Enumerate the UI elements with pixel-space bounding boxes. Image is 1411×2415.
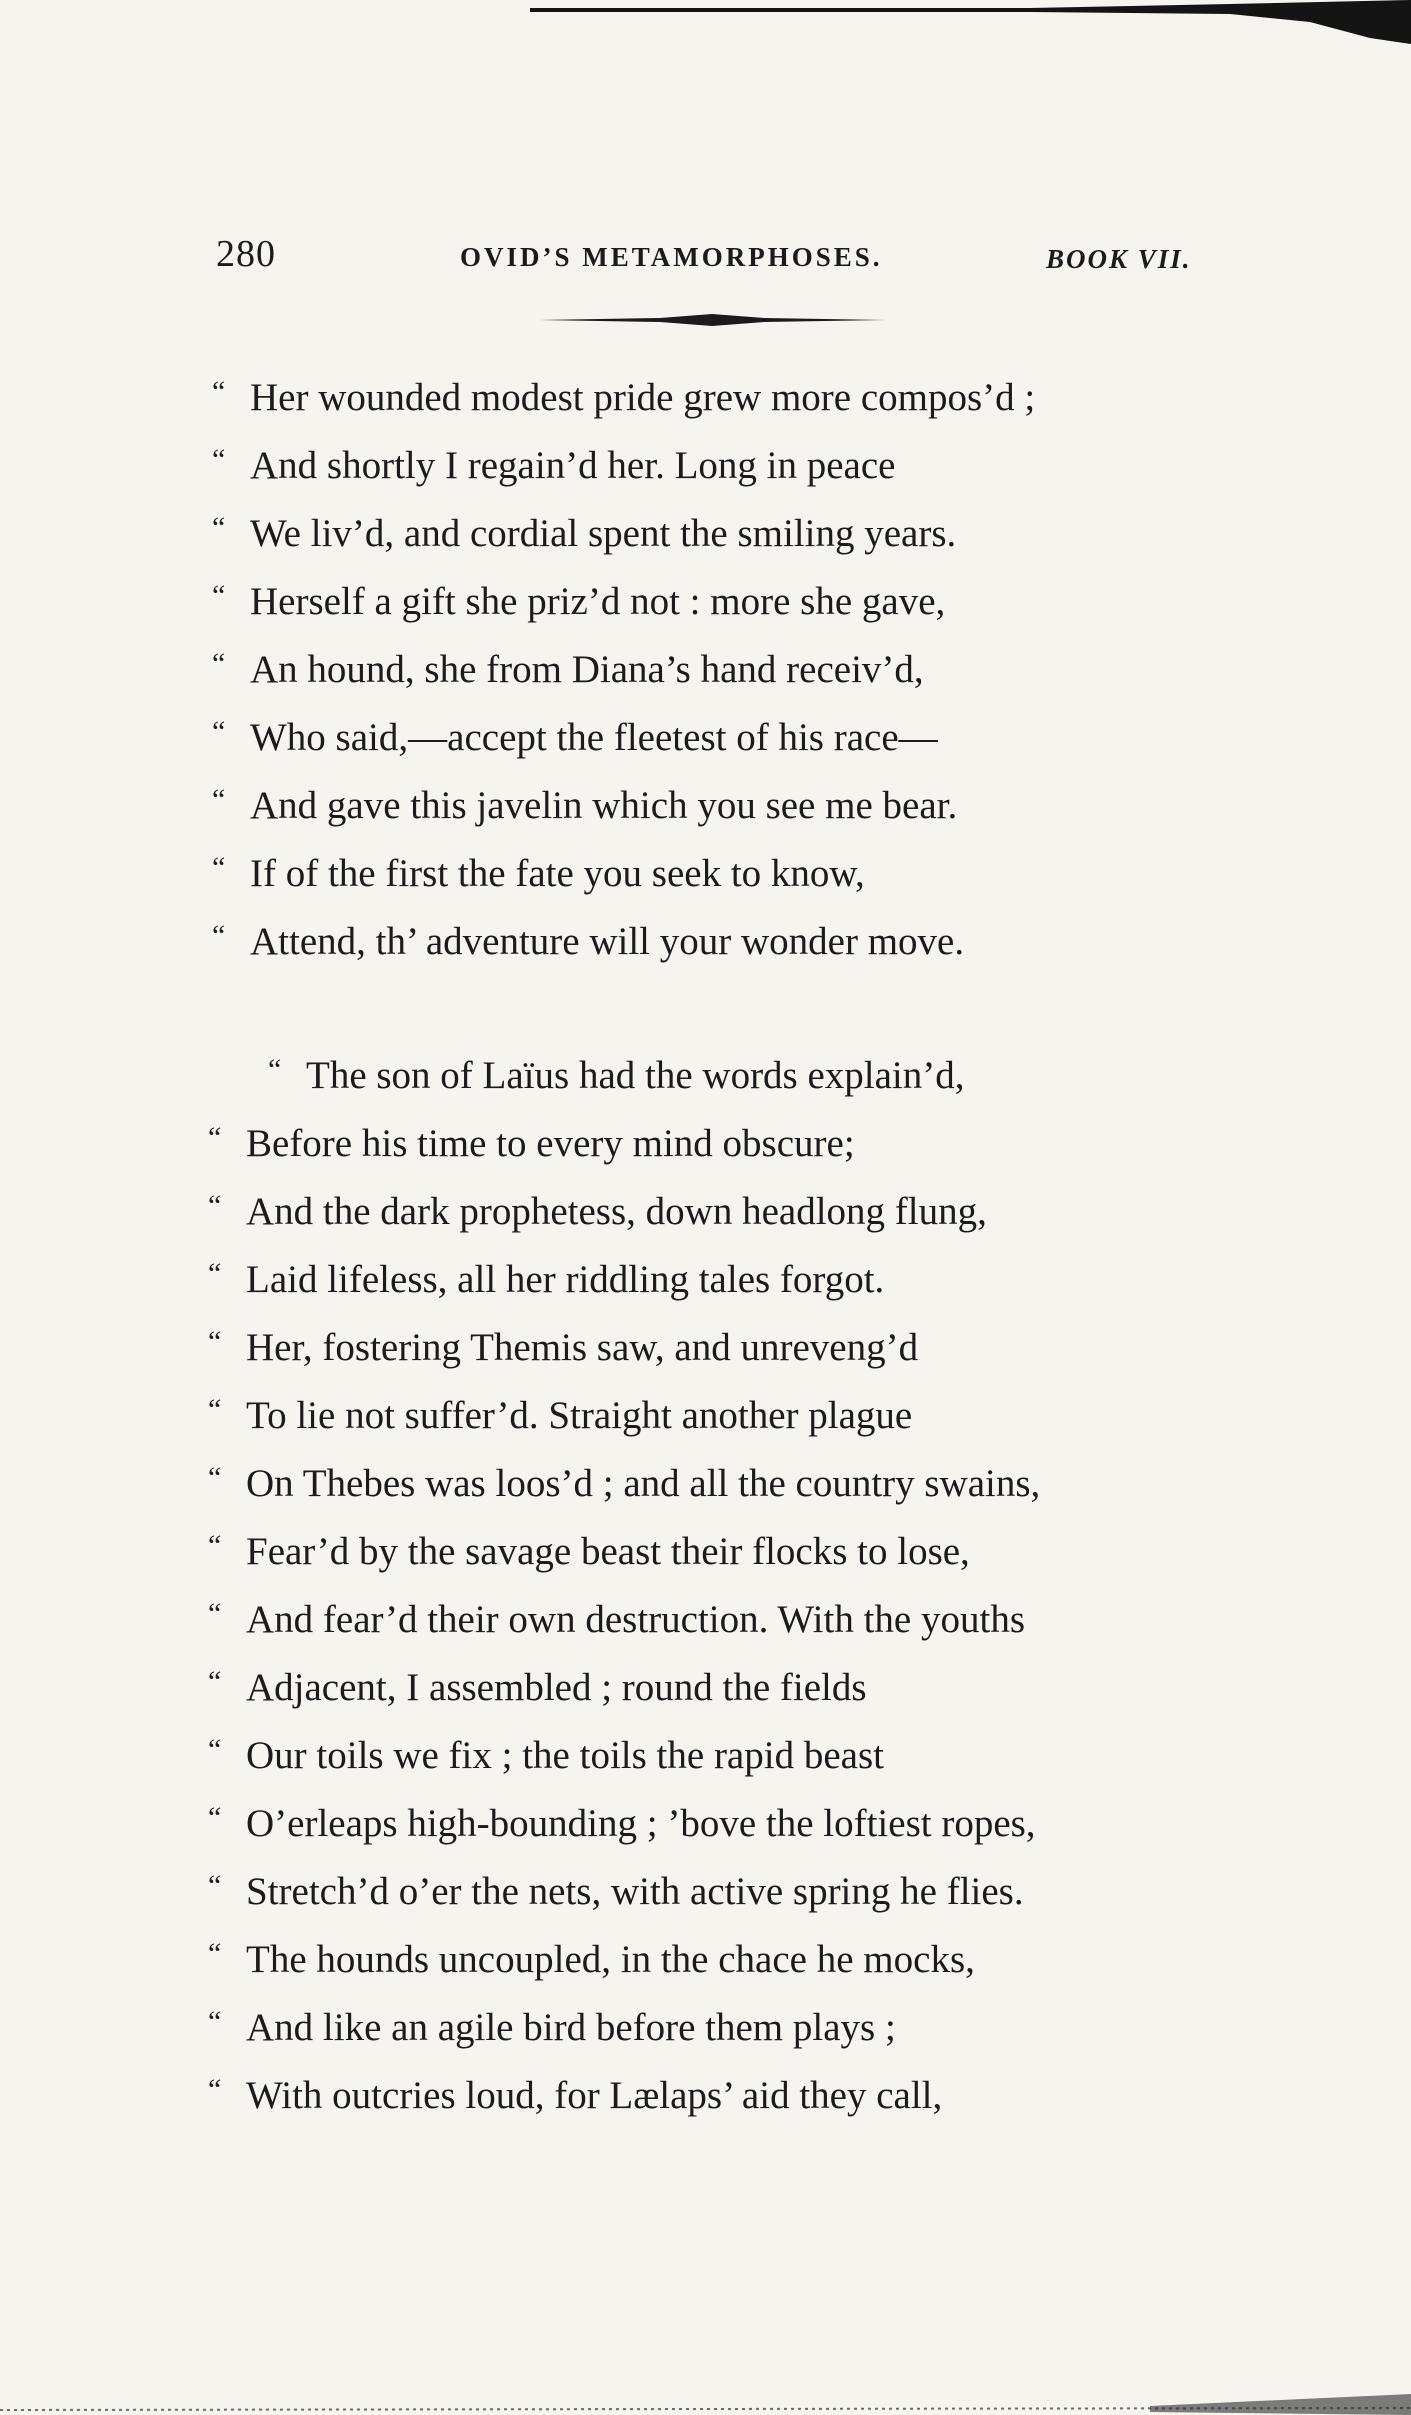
verse-line	[208, 1320, 918, 1376]
quote-mark: “	[212, 511, 226, 544]
verse-line	[212, 370, 1035, 426]
verse-text: Fear’d by the savage beast their flocks to lose,	[246, 1530, 970, 1573]
verse-text: If of the first the fate you seek to know,	[250, 852, 865, 895]
verse-line	[212, 710, 938, 766]
verse-line	[268, 1048, 965, 1104]
quote-mark: “	[208, 1325, 222, 1358]
verse-line	[208, 1252, 884, 1308]
quote-mark: “	[212, 783, 226, 816]
page-top-edge-shadow	[530, 0, 1411, 48]
verse-text: And shortly I regain’d her. Long in peace	[250, 444, 896, 487]
verse-line	[208, 1388, 912, 1444]
verse-text: The son of Laïus had the words explain’d,	[306, 1054, 965, 1097]
verse-line	[208, 2068, 942, 2124]
quote-mark: “	[212, 851, 226, 884]
verse-line	[208, 1932, 975, 1988]
quote-mark: “	[208, 1461, 222, 1494]
quote-mark: “	[208, 2005, 222, 2038]
quote-mark: “	[212, 375, 226, 408]
verse-line	[208, 1660, 867, 1716]
quote-mark: “	[208, 1393, 222, 1426]
verse-text: Before his time to every mind obscure;	[246, 1122, 855, 1165]
page-number: 280	[216, 233, 276, 275]
quote-mark: “	[212, 715, 226, 748]
verse-text: Our toils we fix ; the toils the rapid beast	[246, 1734, 884, 1777]
verse-line	[208, 1184, 987, 1240]
verse-text: Attend, th’ adventure will your wonder move.	[250, 920, 965, 963]
verse-text: And fear’d their own destruction. With the youths	[246, 1598, 1025, 1641]
header-ornament-rule	[540, 312, 885, 328]
verse-line	[212, 506, 956, 562]
verse-text: And gave this javelin which you see me bear.	[250, 784, 958, 827]
verse-text: To lie not suffer’d. Straight another plague	[246, 1394, 913, 1437]
quote-mark: “	[212, 579, 226, 612]
verse-line	[208, 1524, 970, 1580]
verse-line	[208, 1796, 1036, 1852]
verse-line	[212, 438, 895, 494]
quote-mark: “	[208, 1529, 222, 1562]
verse-line	[208, 1592, 1025, 1648]
quote-mark: “	[208, 2073, 222, 2106]
verse-line	[212, 846, 865, 902]
running-header	[0, 232, 1411, 292]
quote-mark: “	[212, 647, 226, 680]
verse-line	[208, 1116, 855, 1172]
verse-line	[208, 2000, 896, 2056]
verse-text: An hound, she from Diana’s hand receiv’d,	[250, 648, 924, 691]
verse-text: We liv’d, and cordial spent the smiling years.	[250, 512, 957, 555]
quote-mark: “	[208, 1869, 222, 1902]
verse-line	[212, 574, 945, 630]
verse-text: Herself a gift she priz’d not : more she gave,	[250, 580, 946, 623]
verse-text: Stretch’d o’er the nets, with active spring he flies.	[246, 1870, 1024, 1913]
verse-text: The hounds uncoupled, in the chace he mocks,	[246, 1938, 975, 1981]
verse-text: Her, fostering Themis saw, and unreveng’d	[246, 1326, 919, 1369]
verse-text: Adjacent, I assembled ; round the fields	[246, 1666, 867, 1709]
verse-line	[212, 642, 924, 698]
quote-mark: “	[208, 1801, 222, 1834]
page-bottom-edge-noise	[0, 2388, 1411, 2415]
verse-text: O’erleaps high-bounding ; ’bove the loftiest ropes,	[246, 1802, 1036, 1845]
running-title: OVID’S METAMORPHOSES.	[460, 242, 883, 272]
verse-text: Laid lifeless, all her riddling tales forgot.	[246, 1258, 885, 1301]
quote-mark: “	[208, 1733, 222, 1766]
quote-mark: “	[212, 919, 226, 952]
verse-text: Who said,—accept the fleetest of his race—	[250, 716, 938, 759]
verse-text: Her wounded modest pride grew more compos’d ;	[250, 376, 1036, 419]
quote-mark: “	[208, 1257, 222, 1290]
verse-line	[208, 1728, 884, 1784]
quote-mark: “	[208, 1189, 222, 1222]
verse-text: On Thebes was loos’d ; and all the country swains,	[246, 1462, 1041, 1505]
quote-mark: “	[208, 1665, 222, 1698]
verse-line	[208, 1456, 1040, 1512]
book-label: BOOK VII.	[1046, 244, 1192, 274]
quote-mark: “	[208, 1597, 222, 1630]
verse-line	[212, 914, 964, 970]
verse-text: With outcries loud, for Lælaps’ aid they call,	[246, 2074, 943, 2117]
verse-line	[208, 1864, 1024, 1920]
verse-text: And the dark prophetess, down headlong flung,	[246, 1190, 987, 1233]
verse-text: And like an agile bird before them plays ;	[246, 2006, 896, 2049]
verse-line	[212, 778, 957, 834]
quote-mark: “	[268, 1053, 282, 1086]
quote-mark: “	[212, 443, 226, 476]
quote-mark: “	[208, 1121, 222, 1154]
quote-mark: “	[208, 1937, 222, 1970]
